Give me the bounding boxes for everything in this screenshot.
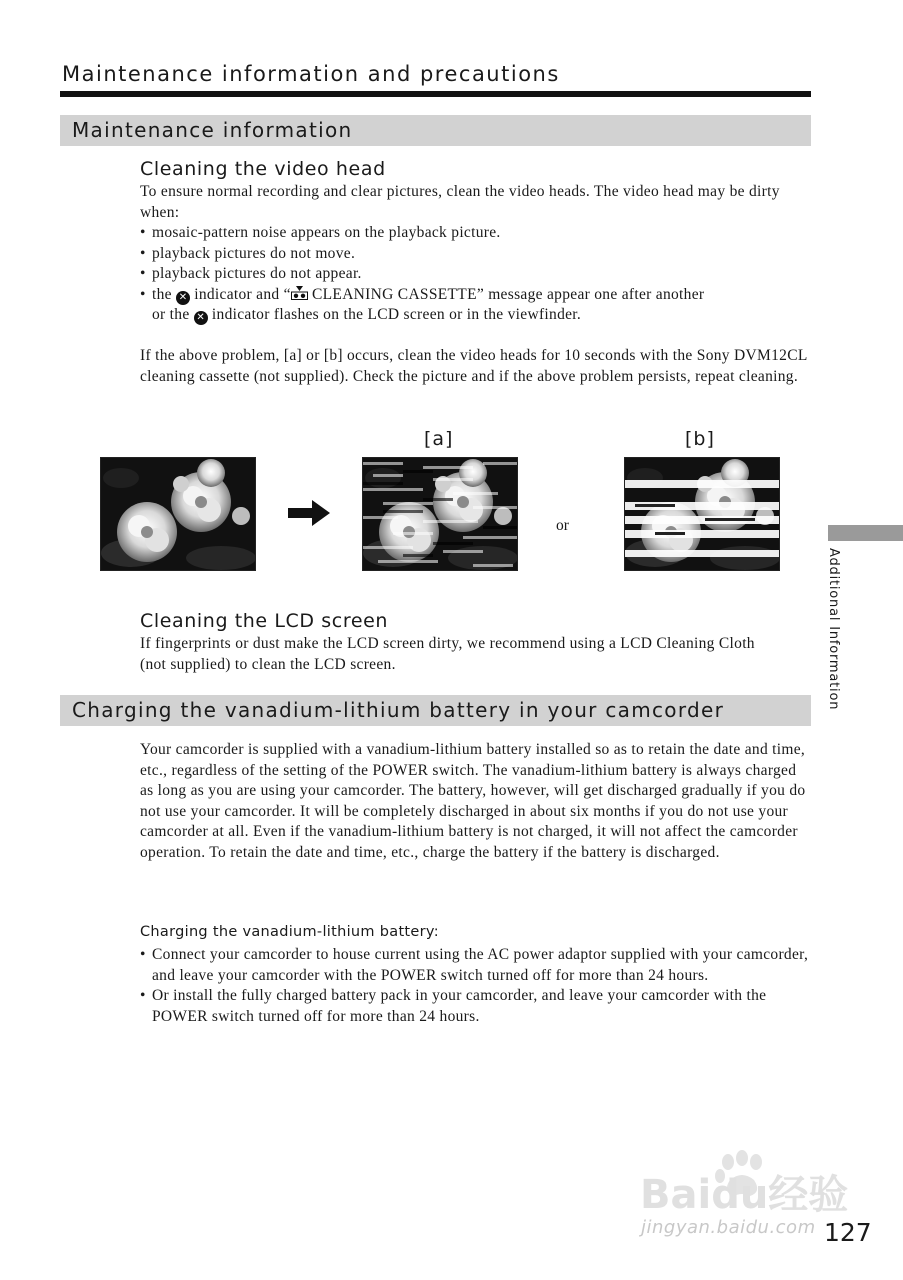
chapter-rule	[60, 91, 811, 97]
figure-label-b: [b]	[685, 428, 715, 450]
side-tab-label: Additional Information	[826, 548, 841, 711]
frozen-playback-image	[624, 457, 780, 571]
section-header-battery	[60, 695, 811, 726]
lcd-paragraph: If fingerprints or dust make the LCD screen dirty, we recommend using a LCD Cleaning Cloth (not supplied) to clean the LCD screen.	[140, 635, 755, 673]
symptom-list	[140, 223, 812, 326]
or-text: or	[556, 517, 569, 534]
section-header-maintenance	[60, 115, 811, 146]
list-item: • playback pictures do not appear.	[140, 264, 812, 285]
page-number: 127	[824, 1218, 872, 1247]
battery-paragraph: Your camcorder is supplied with a vanadium-lithium battery installed so as to retain the date and time, etc., regardless of the setting of the POWER switch. The vanadium-lithium battery is always charged as long as you are using your camcorder. The battery, however, will get discharged gradually if you do not use your camcorder. It will be completely discharged in about six months if you do not use your camcorder at all. Even if the vanadium-lithium battery is not charged, it will not affect the camcorder operation. To retain the date and time, etc., charge the battery if the battery is discharged.	[140, 741, 806, 861]
list-item: • Connect your camcorder to house current using the AC power adaptor supplied with your camcorder, and leave your camcorder with the POWER switch turned off for more than 24 hours.	[140, 945, 812, 986]
section-title: Maintenance information	[72, 118, 353, 142]
video-head-intro: To ensure normal recording and clear pictures, clean the video heads. The video head may be dirty when:	[140, 183, 780, 221]
problem-paragraph: If the above problem, [a] or [b] occurs, clean the video heads for 10 seconds with the Sony DVM12CL cleaning cassette (not supplied). Check the picture and if the above problem persists, repeat cleaning.	[140, 347, 808, 385]
list-item: • mosaic-pattern noise appears on the playback picture.	[140, 223, 812, 244]
heading-cleaning-lcd: Cleaning the LCD screen	[140, 610, 389, 632]
side-tab-marker	[828, 525, 903, 541]
x-circle-icon: ✕	[194, 311, 208, 325]
svg-text:Baidu经验: Baidu经验	[640, 1172, 849, 1218]
list-item: • Or install the fully charged battery pack in your camcorder, and leave your camcorder with the POWER switch turned off for more than 24 hours.	[140, 986, 812, 1027]
mosaic-noise-image	[362, 457, 518, 571]
clean-playback-image	[100, 457, 256, 571]
cleaning-cassette-icon	[291, 286, 308, 300]
watermark-url: jingyan.baidu.com	[641, 1217, 816, 1238]
arrow-right-icon	[288, 500, 330, 526]
baidu-watermark-logo	[640, 1150, 850, 1220]
chapter-title: Maintenance information and precautions	[62, 62, 560, 86]
figure-label-a: [a]	[424, 428, 454, 450]
x-circle-icon: ✕	[176, 291, 190, 305]
list-item: • playback pictures do not move.	[140, 244, 812, 265]
charging-heading: Charging the vanadium-lithium battery:	[140, 924, 439, 940]
section-title: Charging the vanadium-lithium battery in your camcorder	[72, 698, 725, 722]
list-item: • the ✕ indicator and “ CLEANING CASSETTE” message appear one after another or the ✕ indicator flashes on the LCD screen or in the viewfinder.	[140, 285, 812, 326]
charging-list	[140, 945, 812, 1027]
heading-cleaning-video-head: Cleaning the video head	[140, 158, 386, 180]
